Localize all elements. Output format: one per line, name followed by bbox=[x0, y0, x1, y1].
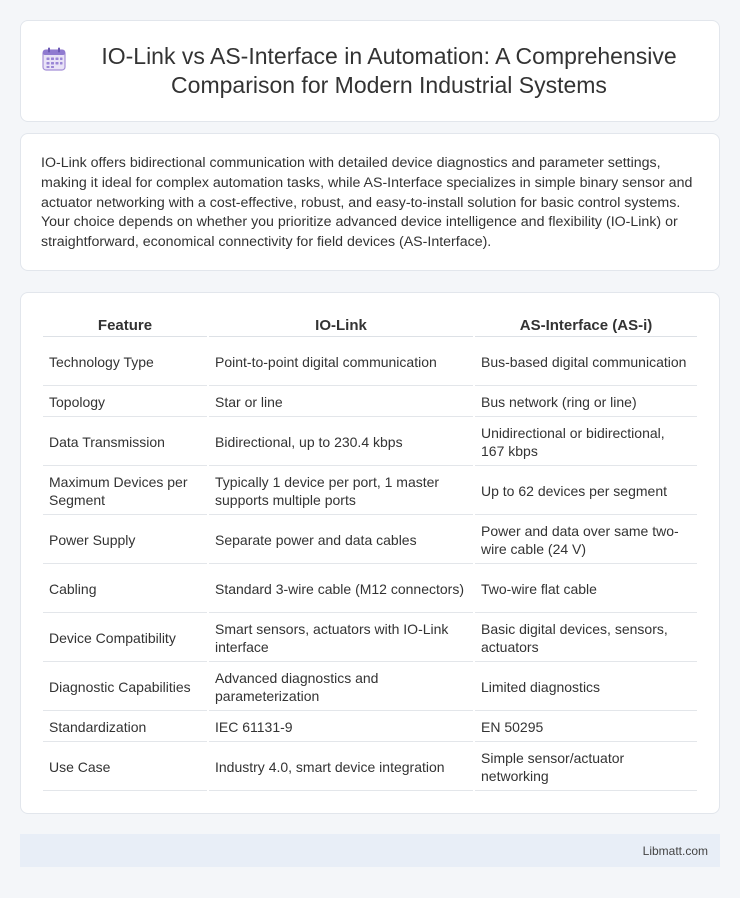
table-row bbox=[43, 339, 697, 386]
calendar-icon bbox=[41, 46, 67, 72]
cell-feature: Technology Type bbox=[43, 339, 207, 386]
cell-feature: Cabling bbox=[43, 566, 207, 613]
table-row bbox=[43, 388, 697, 417]
table-row bbox=[43, 744, 697, 791]
cell-io-link: Advanced diagnostics and parameterization bbox=[209, 664, 473, 711]
cell-as-interface: Bus network (ring or line) bbox=[475, 388, 697, 417]
cell-io-link: Star or line bbox=[209, 388, 473, 417]
cell-feature: Maximum Devices per Segment bbox=[43, 468, 207, 515]
cell-feature: Topology bbox=[43, 388, 207, 417]
header-as-interface: AS-Interface (AS-i) bbox=[475, 315, 697, 337]
cell-as-interface: Simple sensor/actuator networking bbox=[475, 744, 697, 791]
cell-feature: Power Supply bbox=[43, 517, 207, 564]
cell-as-interface: Power and data over same two-wire cable (24 V) bbox=[475, 517, 697, 564]
table-row bbox=[43, 615, 697, 662]
cell-as-interface: EN 50295 bbox=[475, 713, 697, 742]
page-title: IO-Link vs AS-Interface in Automation: A Comprehensive Comparison for Modern Industrial Systems bbox=[101, 43, 677, 98]
cell-feature: Data Transmission bbox=[43, 419, 207, 466]
comparison-table-card bbox=[20, 292, 720, 814]
cell-io-link: Point-to-point digital communication bbox=[209, 339, 473, 386]
cell-as-interface: Two-wire flat cable bbox=[475, 566, 697, 613]
header-feature: Feature bbox=[43, 315, 207, 337]
header-io-link: IO-Link bbox=[209, 315, 473, 337]
cell-io-link: Smart sensors, actuators with IO-Link interface bbox=[209, 615, 473, 662]
cell-feature: Use Case bbox=[43, 744, 207, 791]
table-header-row bbox=[43, 315, 697, 337]
cell-as-interface: Unidirectional or bidirectional, 167 kbps bbox=[475, 419, 697, 466]
table-row bbox=[43, 517, 697, 564]
footer bbox=[20, 834, 720, 867]
title-card bbox=[20, 20, 720, 122]
table-row bbox=[43, 713, 697, 742]
cell-as-interface: Bus-based digital communication bbox=[475, 339, 697, 386]
cell-io-link: Separate power and data cables bbox=[209, 517, 473, 564]
table-row bbox=[43, 419, 697, 466]
table-row bbox=[43, 664, 697, 711]
cell-io-link: Standard 3-wire cable (M12 connectors) bbox=[209, 566, 473, 613]
cell-io-link: IEC 61131-9 bbox=[209, 713, 473, 742]
cell-feature: Standardization bbox=[43, 713, 207, 742]
cell-as-interface: Limited diagnostics bbox=[475, 664, 697, 711]
summary-text: IO-Link offers bidirectional communication with detailed device diagnostics and parameter settings, making it ideal for complex automation tasks, while AS-Interface specializes in simple binary sensor and actuator networking with a cost-effective, robust, and easy-to-install solution for basic control systems. Your choice depends on whether you prioritize advanced device intelligence and flexibility (IO-Link) or straightforward, economical connectivity for field devices (AS-Interface). bbox=[41, 155, 693, 251]
cell-feature: Device Compatibility bbox=[43, 615, 207, 662]
cell-io-link: Industry 4.0, smart device integration bbox=[209, 744, 473, 791]
table-row bbox=[43, 468, 697, 515]
cell-as-interface: Basic digital devices, sensors, actuators bbox=[475, 615, 697, 662]
cell-io-link: Typically 1 device per port, 1 master supports multiple ports bbox=[209, 468, 473, 515]
summary-card bbox=[20, 133, 720, 271]
title-wrap bbox=[41, 42, 699, 100]
cell-feature: Diagnostic Capabilities bbox=[43, 664, 207, 711]
comparison-table bbox=[41, 313, 699, 793]
footer-site-link[interactable]: Libmatt.com bbox=[642, 843, 708, 858]
cell-io-link: Bidirectional, up to 230.4 kbps bbox=[209, 419, 473, 466]
table-row bbox=[43, 566, 697, 613]
cell-as-interface: Up to 62 devices per segment bbox=[475, 468, 697, 515]
